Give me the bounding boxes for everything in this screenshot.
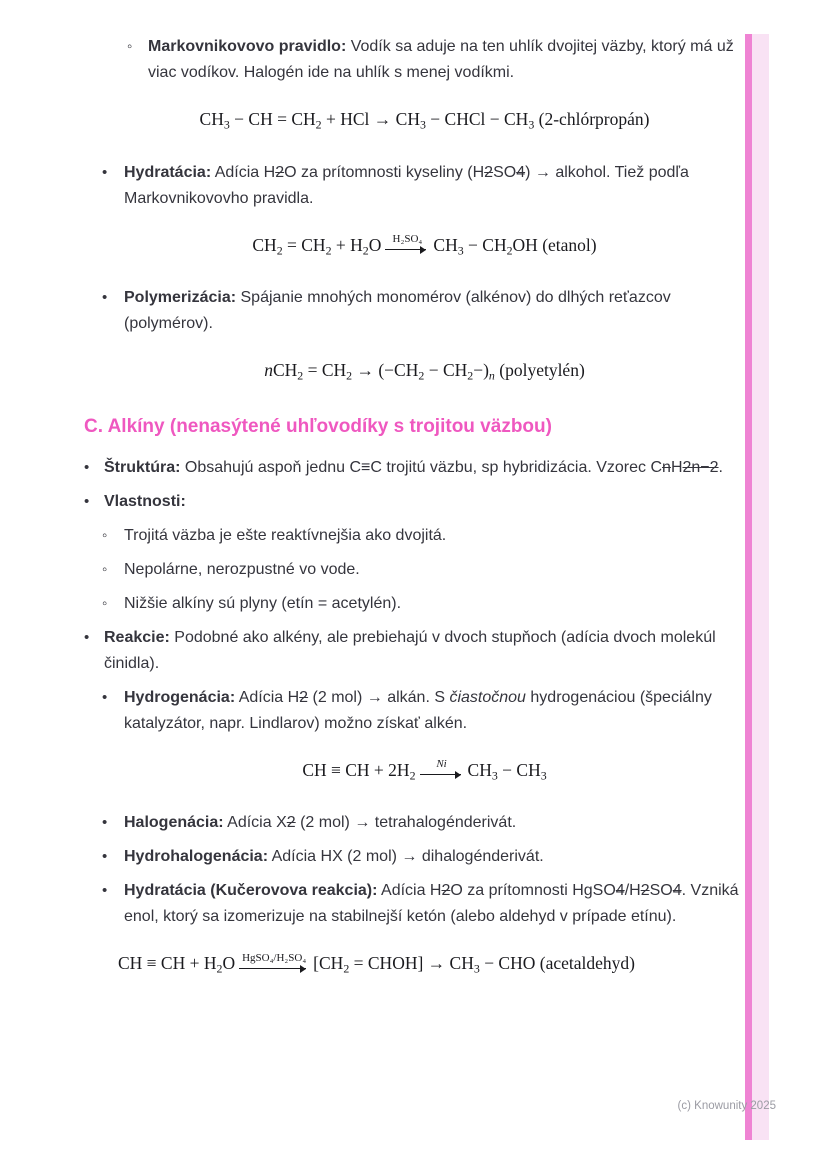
text-segment: O za prítomnosti HgSO xyxy=(450,882,616,900)
list-item xyxy=(0,591,828,617)
text-segment: n xyxy=(488,368,495,383)
text-segment: − CHO xyxy=(479,953,536,974)
list-item xyxy=(0,844,828,870)
text-segment: Štruktúra: xyxy=(104,458,181,476)
text-segment: 2 xyxy=(343,961,350,976)
text-segment: Podobné ako alkény, ale prebiehajú v dvoch stupňoch (adícia dvoch molekúl činidla). xyxy=(104,628,716,672)
list-item xyxy=(0,685,828,737)
text-segment: 3 xyxy=(457,243,464,258)
text-segment: CH xyxy=(199,109,224,129)
text-segment: Trojitá väzba je ešte reaktívnejšia ako dvojitá. xyxy=(124,526,447,544)
chemical-equation xyxy=(104,948,745,984)
text-segment: Spájanie mnohých monomérov (alkénov) do dlhých reťazcov (polymérov). xyxy=(124,289,671,333)
arrow-shaft xyxy=(420,771,464,779)
text-segment: = CHOH] → CH xyxy=(349,953,474,974)
text-segment: 4 xyxy=(672,882,682,900)
text-segment: 3 xyxy=(473,961,480,976)
bullet-marker: • xyxy=(102,289,108,307)
text-segment: − CH = CH xyxy=(229,109,316,129)
text-segment: 2 xyxy=(362,243,369,258)
text-segment: 2 xyxy=(484,163,494,181)
chemical-equation xyxy=(104,755,745,791)
section-heading xyxy=(84,413,744,441)
text-segment: 2 xyxy=(299,688,309,706)
list-item xyxy=(0,489,828,515)
text-segment: Nižšie alkíny sú plyny (etín = acetylén). xyxy=(124,594,402,612)
text-segment: Adícia H xyxy=(235,688,300,706)
text-segment: CH xyxy=(272,360,298,381)
list-item xyxy=(0,625,828,677)
text-segment: (2 mol) → tetrahalogénderivát. xyxy=(295,814,517,832)
text-segment: − CH xyxy=(424,360,468,381)
bullet-marker: • xyxy=(84,628,90,646)
list-item xyxy=(0,523,828,549)
text-segment: Adícia HX (2 mol) → dihalogénderivát. xyxy=(268,848,544,866)
text-segment: Obsahujú aspoň jednu C≡C trojitú väzbu, sp hybridizácia. Vzorec C xyxy=(180,458,663,476)
reaction-arrow-label: H₂SO₄ xyxy=(392,233,423,246)
text-segment: 2 xyxy=(506,243,513,258)
list-item xyxy=(0,557,828,583)
bullet-marker: • xyxy=(102,163,108,181)
list-item xyxy=(0,878,828,930)
bullet-marker: ◦ xyxy=(102,526,108,544)
text-segment: 4 xyxy=(516,163,526,181)
text-segment: čiastočnou xyxy=(449,688,526,706)
text-segment: 2 xyxy=(441,882,451,900)
list-item xyxy=(0,455,828,481)
text-segment: Hydrogenácia: xyxy=(124,688,236,706)
reaction-arrow-label: Ni xyxy=(436,758,447,771)
text-segment: 2 xyxy=(346,368,353,383)
arrow-shaft xyxy=(239,965,309,973)
text-segment: CH xyxy=(467,759,492,780)
text-segment: 2 xyxy=(276,243,283,258)
text-segment: = CH xyxy=(282,234,326,255)
text-segment: 2 xyxy=(640,882,650,900)
text-segment: Reakcie: xyxy=(104,628,170,646)
text-segment: SO xyxy=(649,882,673,900)
bullet-marker: ◦ xyxy=(102,560,108,578)
text-segment: = CH xyxy=(303,360,347,381)
text-segment: 3 xyxy=(540,768,547,783)
text-segment: hydrogenáciou (špeciálny katalyzátor, napr. Lindlarov) možno získať alkén. xyxy=(124,688,712,732)
text-segment: −) xyxy=(473,360,489,381)
text-segment: 2 xyxy=(315,117,322,132)
list-item xyxy=(0,285,828,337)
text-segment: O za prítomnosti kyseliny (H xyxy=(284,163,485,181)
text-segment: 4 xyxy=(615,882,625,900)
reaction-arrow xyxy=(385,233,429,254)
text-segment: Vlastnosti: xyxy=(104,492,186,510)
text-segment: (etanol) xyxy=(537,234,597,255)
text-segment: . xyxy=(718,458,723,476)
copyright-footer: (c) Knowunity 2025 xyxy=(677,1100,776,1112)
text-segment: O xyxy=(368,234,382,255)
text-segment: 2 xyxy=(418,368,425,383)
bullet-marker: • xyxy=(102,814,108,832)
text-segment: OH xyxy=(512,234,538,255)
text-segment: [CH xyxy=(313,953,344,974)
bullet-marker: ◦ xyxy=(127,38,133,55)
text-segment: 2 xyxy=(325,243,332,258)
text-segment: 2n−2 xyxy=(682,458,719,476)
text-segment: (acetaldehyd) xyxy=(535,953,635,974)
text-segment: 2 xyxy=(409,768,416,783)
text-segment: 2 xyxy=(286,814,296,832)
text-segment: − CHCl − CH xyxy=(425,109,529,129)
text-segment: 3 xyxy=(528,117,535,132)
text-segment: 3 xyxy=(419,117,426,132)
text-segment: Vodík sa aduje na ten uhlík dvojitej väzby, ktorý má už viac vodíkov. Halogén ide na uhlík s menej vodíkmi. xyxy=(148,38,734,81)
text-segment: CH ≡ CH + H xyxy=(118,953,217,974)
text-segment: Hydrohalogenácia: xyxy=(124,848,269,866)
text-segment: Adícia H xyxy=(211,163,276,181)
text-segment: 2 xyxy=(275,163,285,181)
text-segment: CH xyxy=(252,234,277,255)
text-segment: Nepolárne, nerozpustné vo vode. xyxy=(124,560,360,578)
margin-ribbon xyxy=(752,34,769,1140)
text-segment: 3 xyxy=(223,117,230,132)
text-segment: 2 xyxy=(297,368,304,383)
text-segment: Polymerizácia: xyxy=(124,289,237,307)
text-segment: CH xyxy=(433,234,458,255)
text-segment: O xyxy=(222,953,236,974)
text-segment: (2-chlórpropán) xyxy=(534,109,650,129)
text-segment: + HCl → CH xyxy=(321,109,420,129)
margin-ribbon-line xyxy=(745,34,752,1140)
bullet-marker: • xyxy=(102,688,108,706)
bullet-marker: • xyxy=(84,492,90,510)
text-segment: (polyetylén) xyxy=(494,360,585,381)
text-segment: 2 xyxy=(467,368,474,383)
text-segment: n xyxy=(662,458,671,476)
text-segment: CH ≡ CH + 2H xyxy=(302,759,410,780)
arrow-shaft xyxy=(385,246,429,254)
text-segment: − CH xyxy=(497,759,541,780)
text-segment: − CH xyxy=(463,234,507,255)
bullet-marker: ◦ xyxy=(102,594,108,612)
text-segment: . Vzniká enol, ktorý sa izomerizuje na stabilnejší ketón (alebo aldehyd v prípade etínu). xyxy=(124,882,739,926)
text-segment: 2 xyxy=(216,961,223,976)
bullet-marker: • xyxy=(84,458,90,476)
text-segment: n xyxy=(264,360,273,381)
text-segment: SO xyxy=(493,163,517,181)
text-segment: + H xyxy=(331,234,363,255)
list-item xyxy=(0,810,828,836)
text-segment: (2 mol) → alkán. S xyxy=(308,688,450,706)
text-segment: /H xyxy=(624,882,641,900)
chemical-equation xyxy=(104,355,745,391)
text-segment: H xyxy=(670,458,683,476)
reaction-arrow xyxy=(420,758,464,779)
text-segment: Markovnikovovo pravidlo: xyxy=(148,38,347,55)
chemical-equation xyxy=(104,104,745,140)
reaction-arrow xyxy=(239,952,309,973)
bullet-marker: • xyxy=(102,882,108,900)
text-segment: ) → alkohol. Tiež podľa Markovnikovovho pravidla. xyxy=(124,163,689,207)
text-segment: Adícia X xyxy=(223,814,287,832)
list-item xyxy=(0,160,828,212)
text-segment: → (−CH xyxy=(352,360,419,381)
text-segment: Halogenácia: xyxy=(124,814,224,832)
text-segment: Adícia H xyxy=(377,882,442,900)
text-segment: Hydratácia (Kučerovova reakcia): xyxy=(124,882,378,900)
list-item xyxy=(0,34,828,86)
text-segment: 3 xyxy=(491,768,498,783)
text-segment: Hydratácia: xyxy=(124,163,212,181)
reaction-arrow-label: HgSO₄/H₂SO₄ xyxy=(242,951,307,964)
text-segment: C. Alkíny (nenasýtené uhľovodíky s trojitou väzbou) xyxy=(84,415,552,437)
chemical-equation xyxy=(104,230,745,266)
bullet-marker: • xyxy=(102,848,108,866)
